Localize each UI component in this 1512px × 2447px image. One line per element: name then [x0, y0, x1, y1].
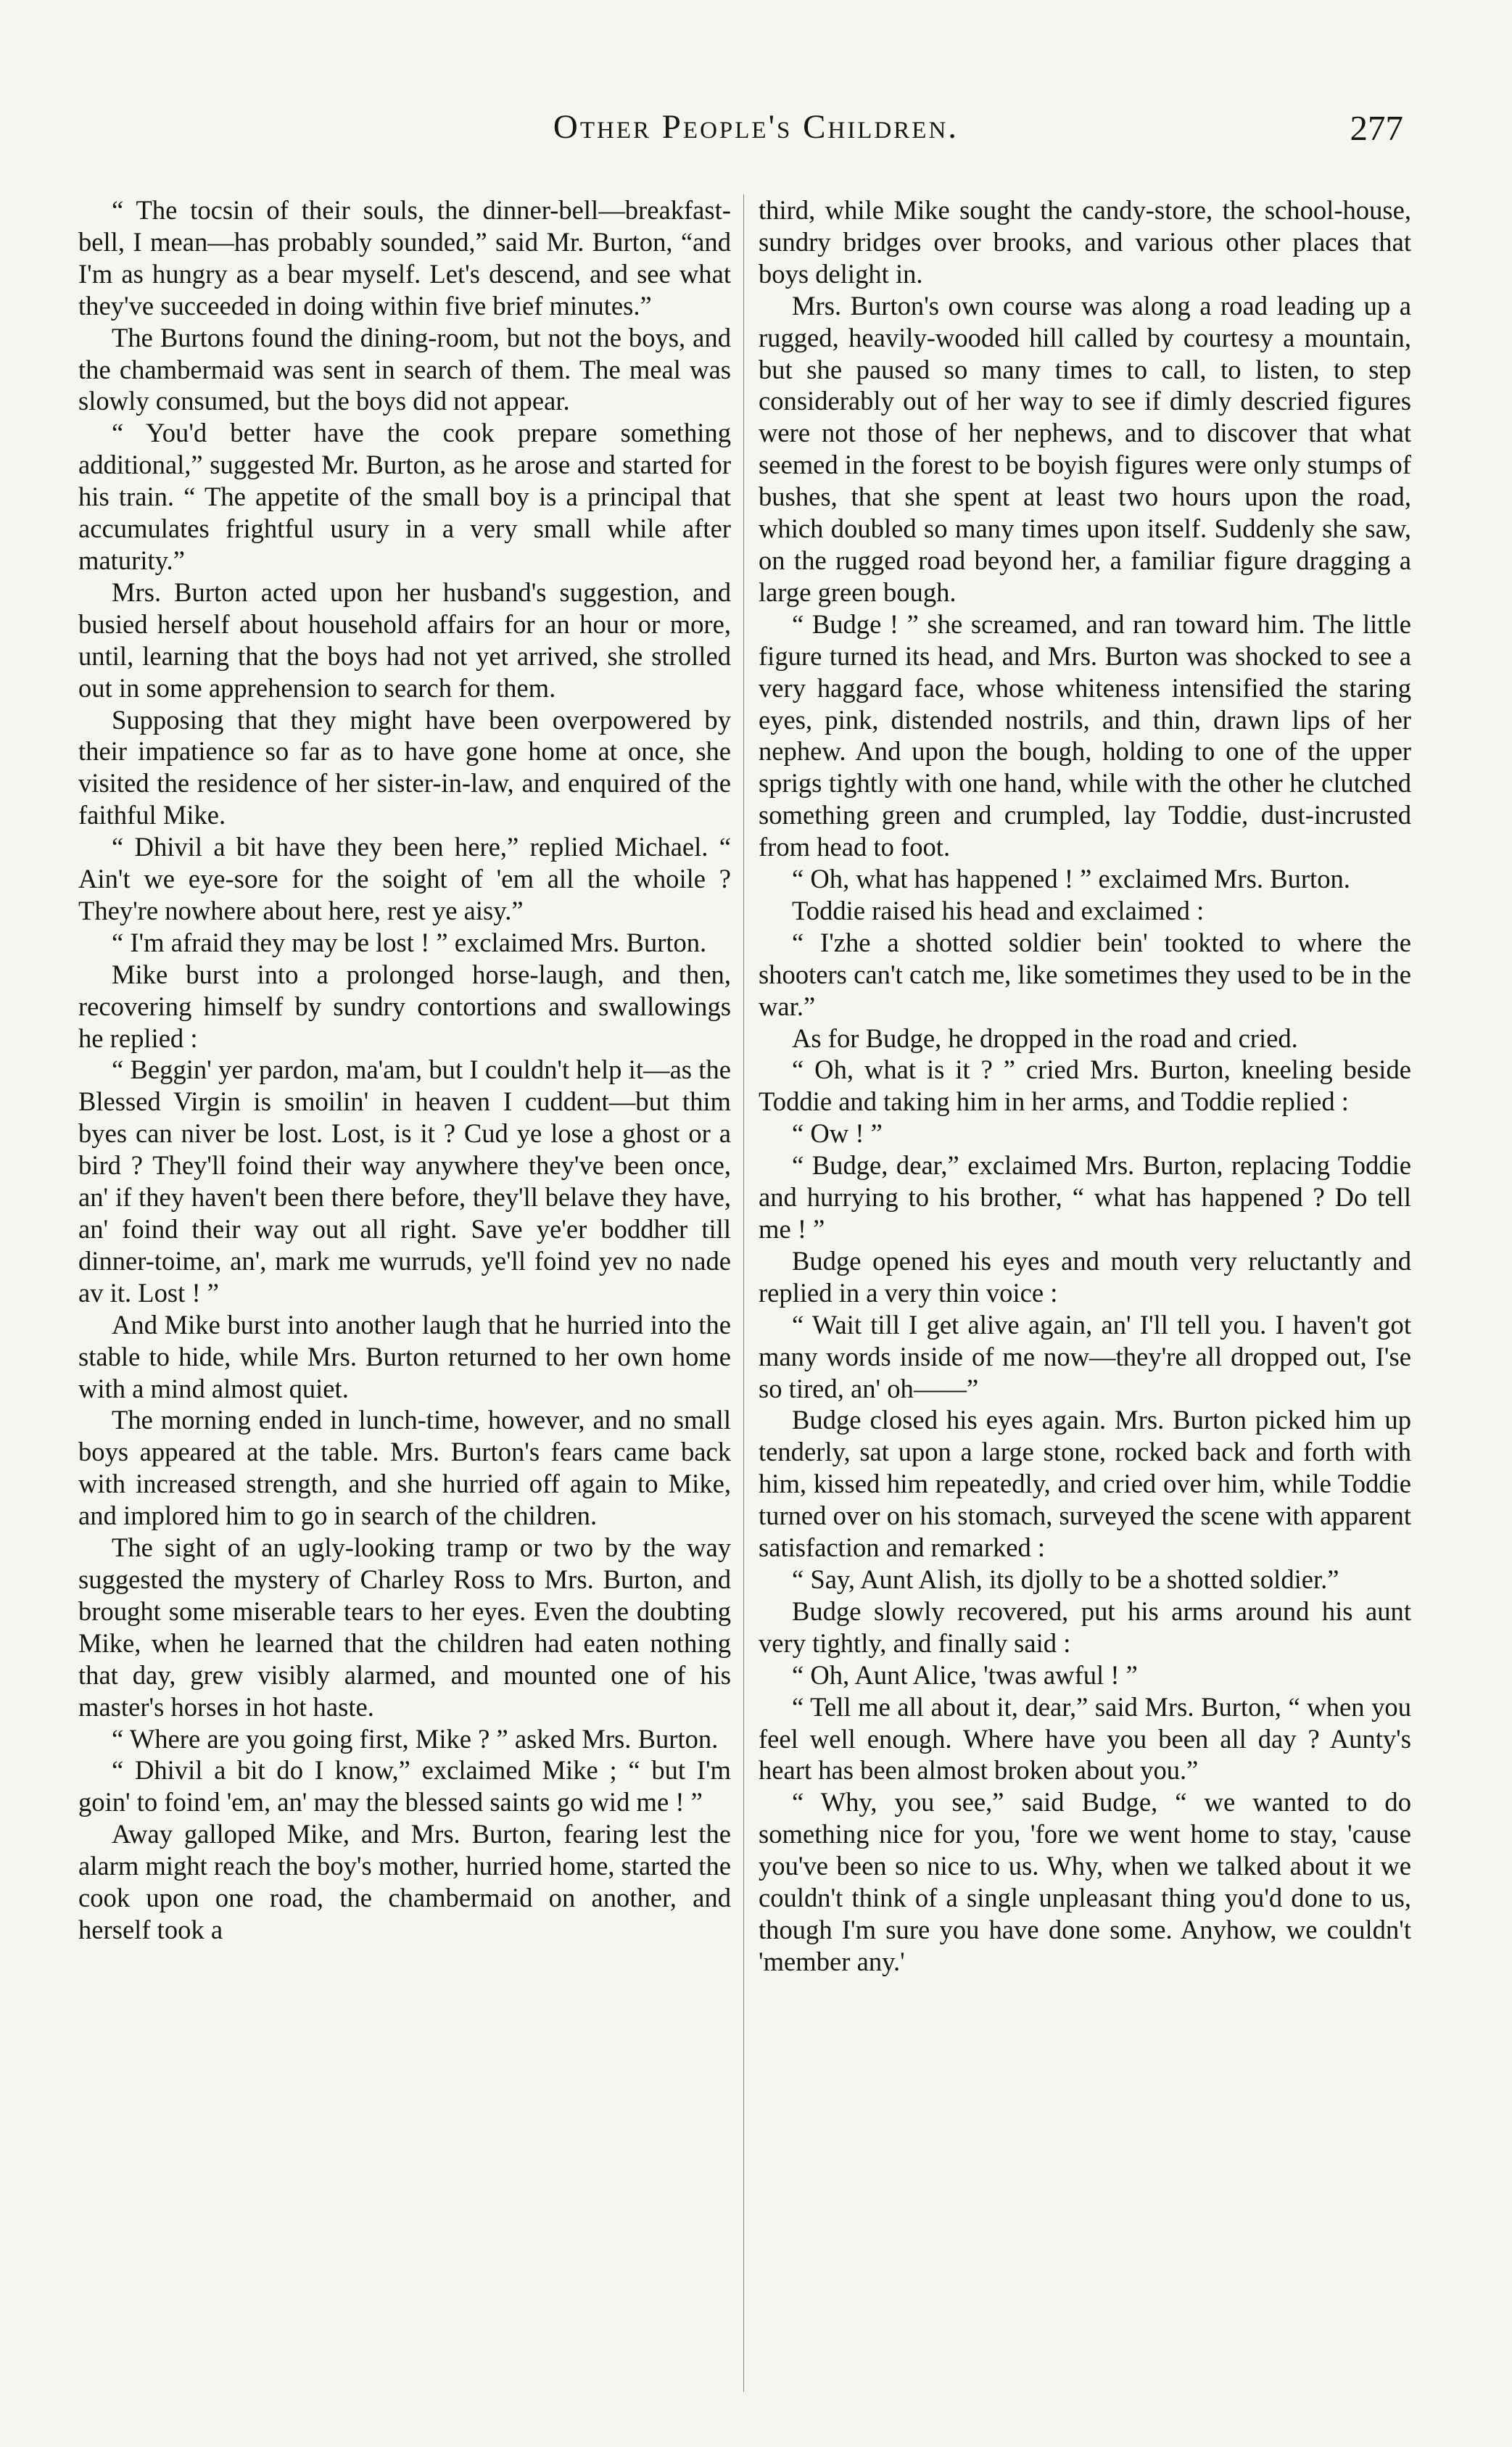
paragraph: Toddie raised his head and exclaimed : [792, 895, 1205, 925]
right-column [759, 194, 1411, 1978]
running-title: Other People's Children. [553, 108, 959, 146]
paragraph: “ Dhivil a bit do I know,” exclaimed Mike ; “ but I'm goin' to foind 'em, an' may the blessed saints go wid me ! ” [78, 1755, 731, 1817]
paragraph: Mike burst into a prolonged horse-laugh, and then, recovering himself by sundry contortions and swallowings he replied : [78, 959, 731, 1053]
paragraph: “ Wait till I get alive again, an' I'll tell you. I haven't got many words inside of me now—they're all dropped out, I'se so tired, an' oh——” [759, 1309, 1411, 1403]
column-divider [743, 194, 744, 2392]
paragraph: The morning ended in lunch-time, however, and no small boys appeared at the table. Mrs. Burton's fears came back with increased strength, and she hurried off again to Mike, and implored him to go in search of the children. [78, 1405, 731, 1531]
paragraph: Mrs. Burton acted upon her husband's suggestion, and busied herself about household affairs for an hour or more, until, learning that the boys had not yet arrived, she strolled out in some apprehension to search for them. [78, 577, 731, 703]
paragraph: “ Where are you going first, Mike ? ” asked Mrs. Burton. [112, 1723, 719, 1754]
paragraph: “ Budge, dear,” exclaimed Mrs. Burton, replacing Toddie and hurrying to his brother, “ what has happened ? Do tell me ! ” [759, 1150, 1411, 1244]
paragraph: “ I'zhe a shotted soldier bein' tookted to where the shooters can't catch me, like sometimes they used to be in the war.” [759, 927, 1411, 1021]
paragraph: “ Ow ! ” [792, 1118, 883, 1149]
paragraph: “ Beggin' yer pardon, ma'am, but I couldn't help it—as the Blessed Virgin is smoilin' in heaven I cuddent—but thim byes can niver be lost. Lost, is it ? Cud ye lose a ghost or a bird ? They'll foind their way anywhere they've been once, an' if they haven't been there before, they'll belave they have, an' foind their way out all right. Save ye'er boddher till dinner-toime, an', mark me wurruds, ye'll foind yev no nade av it. Lost ! ” [78, 1055, 731, 1308]
paragraph: “ Oh, Aunt Alice, 'twas awful ! ” [792, 1659, 1138, 1690]
paragraph: “ Oh, what has happened ! ” exclaimed Mrs. Burton. [792, 864, 1350, 894]
paragraph: Budge slowly recovered, put his arms around his aunt very tightly, and finally said : [759, 1596, 1411, 1658]
paragraph: third, while Mike sought the candy-store, the school-house, sundry bridges over brooks, and various other places that boys delight in. [759, 195, 1411, 289]
paragraph: Budge opened his eyes and mouth very reluctantly and replied in a very thin voice : [759, 1245, 1411, 1308]
page-number: 277 [1350, 108, 1403, 148]
paragraph: “ Why, you see,” said Budge, “ we wanted to do something nice for you, 'fore we went home to stay, 'cause you've been so nice to us. Why, when we talked about it we couldn't think of a single unpleasant thing you'd done to us, though I'm sure you have done some. Anyhow, we couldn't 'member any.' [759, 1787, 1411, 1976]
paragraph: “ You'd better have the cook prepare something additional,” suggested Mr. Burton, as he arose and started for his train. “ The appetite of the small boy is a principal that accumulates frightful usury in a very small while after maturity.” [78, 418, 731, 575]
paragraph: The Burtons found the dining-room, but not the boys, and the chambermaid was sent in search of them. The meal was slowly consumed, but the boys did not appear. [78, 322, 731, 416]
paragraph: “ I'm afraid they may be lost ! ” exclaimed Mrs. Burton. [112, 927, 707, 957]
paragraph: As for Budge, he dropped in the road and cried. [792, 1023, 1298, 1053]
paragraph: “ Say, Aunt Alish, its djolly to be a shotted soldier.” [792, 1564, 1339, 1594]
paragraph: “ Oh, what is it ? ” cried Mrs. Burton, kneeling beside Toddie and taking him in her arms, and Toddie replied : [759, 1055, 1411, 1117]
paragraph: The sight of an ugly-looking tramp or two by the way suggested the mystery of Charley Ross to Mrs. Burton, and brought some miserable tears to her eyes. Even the doubting Mike, when he learned that the children had eaten nothing that day, grew visibly alarmed, and mounted one of his master's horses in hot haste. [78, 1532, 731, 1722]
left-column [78, 194, 731, 1946]
paragraph: Mrs. Burton's own course was along a road leading up a rugged, heavily-wooded hill called by courtesy a mountain, but she paused so many times to call, to listen, to step considerably out of her way to see if dimly descried figures were not those of her nephews, and to discover that what seemed in the forest to be boyish figures were only stumps of bushes, that she spent at least two hours upon the road, which doubled so many times upon itself. Suddenly she saw, on the rugged road beyond her, a familiar figure dragging a large green bough. [759, 290, 1411, 607]
running-head [0, 107, 1512, 158]
paragraph: “ The tocsin of their souls, the dinner-bell—breakfast-bell, I mean—has probably sounded,” said Mr. Burton, “and I'm as hungry as a bear myself. Let's descend, and see what they've succeeded in doing within five brief minutes.” [78, 195, 731, 321]
paragraph: And Mike burst into another laugh that he hurried into the stable to hide, while Mrs. Burton returned to her own home with a mind almost quiet. [78, 1309, 731, 1403]
paragraph: “ Dhivil a bit have they been here,” replied Michael. “ Ain't we eye-sore for the soight of 'em all the whoile ? They're nowhere about here, rest ye aisy.” [78, 832, 731, 925]
paragraph: Supposing that they might have been overpowered by their impatience so far as to have gone home at once, she visited the residence of her sister-in-law, and enquired of the faithful Mike. [78, 704, 731, 830]
paragraph: Budge closed his eyes again. Mrs. Burton picked him up tenderly, sat upon a large stone, rocked back and forth with him, kissed him repeatedly, and cried over him, while Toddie turned over on his stomach, surveyed the scene with apparent satisfaction and remarked : [759, 1405, 1411, 1563]
paragraph: “ Budge ! ” she screamed, and ran toward him. The little figure turned its head, and Mrs. Burton was shocked to see a very haggard face, whose whiteness intensified the staring eyes, pink, distended nostrils, and thin, drawn lips of her nephew. And upon the bough, holding to one of the upper sprigs tightly with one hand, while with the other he clutched something green and crumpled, lay Toddie, dust-incrusted from head to foot. [759, 608, 1411, 862]
paragraph: “ Tell me all about it, dear,” said Mrs. Burton, “ when you feel well enough. Where have you been all day ? Aunty's heart has been almost broken about you.” [759, 1691, 1411, 1786]
paragraph: Away galloped Mike, and Mrs. Burton, fearing lest the alarm might reach the boy's mother, hurried home, started the cook upon one road, the chambermaid on another, and herself took a [78, 1819, 731, 1944]
